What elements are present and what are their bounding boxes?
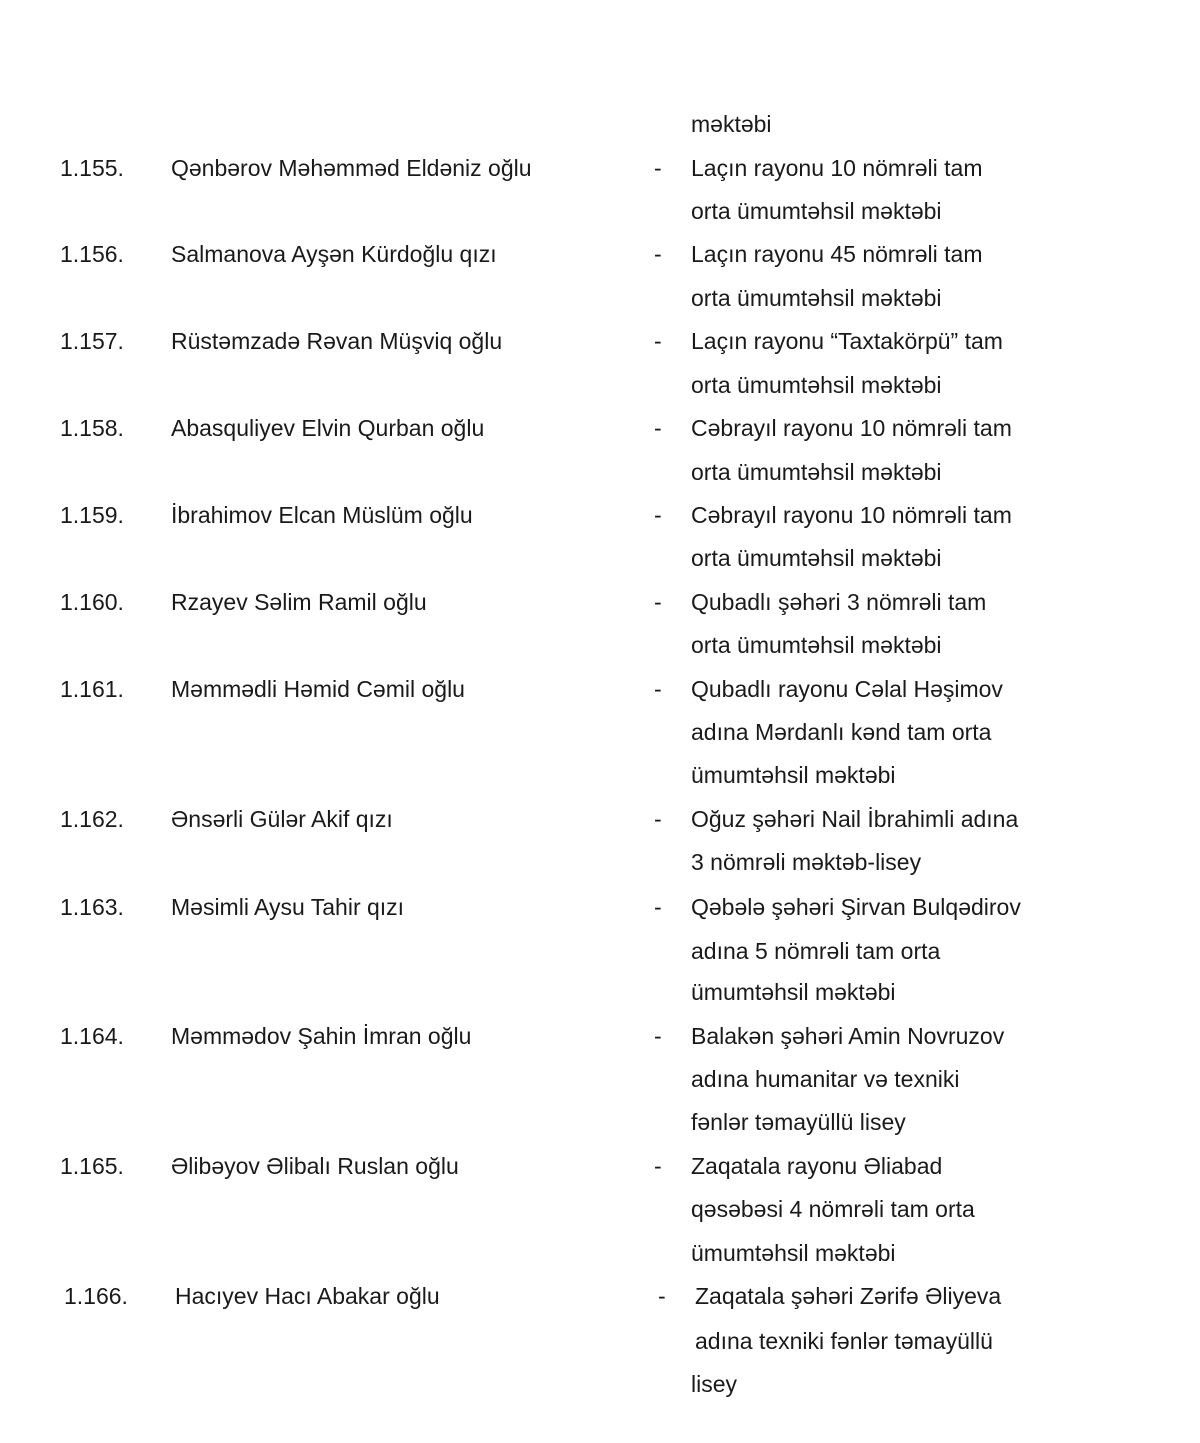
entry-dash: - [654,806,662,832]
entry-school-line: adına humanitar və texniki [691,1066,960,1092]
entry-school-line: 3 nömrəli məktəb-lisey [691,849,922,875]
entry-name: Hacıyev Hacı Abakar oğlu [175,1283,440,1309]
entry-school-line: ümumtəhsil məktəbi [691,762,896,788]
entry-school-line: Laçın rayonu 10 nömrəli tam [691,155,983,181]
entry-school-line: Qubadlı rayonu Cəlal Həşimov [691,676,1003,702]
entry-school-line: orta ümumtəhsil məktəbi [691,285,942,311]
entry-number: 1.162. [60,806,124,832]
continuation-line: məktəbi [691,111,772,137]
entry-number: 1.161. [60,676,124,702]
entry-number: 1.156. [60,241,124,267]
entry-school-line: adına texniki fənlər təmayüllü [695,1328,993,1354]
entry-dash: - [654,1023,662,1049]
entry-school-line: fənlər təmayüllü lisey [691,1109,906,1135]
entry-school-line: orta ümumtəhsil məktəbi [691,372,942,398]
entry-number: 1.165. [60,1153,124,1179]
entry-school-line: Laçın rayonu “Taxtakörpü” tam [691,328,1003,354]
entry-school-line: Cəbrayıl rayonu 10 nömrəli tam [691,502,1012,528]
entry-name: Qənbərov Məhəmməd Eldəniz oğlu [171,155,532,181]
entry-school-line: Cəbrayıl rayonu 10 nömrəli tam [691,415,1012,441]
entry-name: Məmmədov Şahin İmran oğlu [171,1023,472,1049]
entry-school-line: Laçın rayonu 45 nömrəli tam [691,241,983,267]
entry-number: 1.160. [60,589,124,615]
entry-name: İbrahimov Elcan Müslüm oğlu [171,502,473,528]
entry-school-line: orta ümumtəhsil məktəbi [691,198,942,224]
entry-dash: - [654,241,662,267]
entry-dash: - [654,1153,662,1179]
entry-school-line: orta ümumtəhsil məktəbi [691,545,942,571]
entry-dash: - [654,328,662,354]
entry-dash: - [654,589,662,615]
entry-number: 1.155. [60,155,124,181]
entry-school-line: Oğuz şəhəri Nail İbrahimli adına [691,806,1019,832]
entry-school-line: qəsəbəsi 4 nömrəli tam orta [691,1196,975,1222]
entry-school-line: Qəbələ şəhəri Şirvan Bulqədirov [691,894,1021,920]
entry-dash: - [654,502,662,528]
entry-school-line: ümumtəhsil məktəbi [691,979,896,1005]
entry-number: 1.157. [60,328,124,354]
entry-number: 1.159. [60,502,124,528]
entry-name: Məmmədli Həmid Cəmil oğlu [171,676,465,702]
entry-name: Məsimli Aysu Tahir qızı [171,894,405,920]
entry-name: Ənsərli Gülər Akif qızı [171,806,393,832]
entry-dash: - [658,1283,666,1309]
entry-school-line: Balakən şəhəri Amin Novruzov [691,1023,1005,1049]
entry-school-line: Zaqatala rayonu Əliabad [691,1153,943,1179]
entry-name: Abasquliyev Elvin Qurban oğlu [171,415,485,441]
entry-number: 1.164. [60,1023,124,1049]
entry-school-line: adına 5 nömrəli tam orta [691,938,941,964]
entry-number: 1.166. [64,1283,128,1309]
entry-name: Rzayev Səlim Ramil oğlu [171,589,427,615]
entry-school-line: orta ümumtəhsil məktəbi [691,632,942,658]
entry-school-line: adına Mərdanlı kənd tam orta [691,719,992,745]
entry-school-line: orta ümumtəhsil məktəbi [691,459,942,485]
entry-school-line: lisey [691,1371,738,1397]
entry-school-line: Qubadlı şəhəri 3 nömrəli tam [691,589,987,615]
entry-school-line: ümumtəhsil məktəbi [691,1240,896,1266]
entry-name: Salmanova Ayşən Kürdoğlu qızı [171,241,497,267]
entry-dash: - [654,676,662,702]
entry-dash: - [654,894,662,920]
entry-name: Rüstəmzadə Rəvan Müşviq oğlu [171,328,503,354]
entry-number: 1.163. [60,894,124,920]
entry-school-line: Zaqatala şəhəri Zərifə Əliyeva [695,1283,1002,1309]
entry-name: Əlibəyov Əlibalı Ruslan oğlu [171,1153,459,1179]
entry-number: 1.158. [60,415,124,441]
entry-dash: - [654,415,662,441]
entry-dash: - [654,155,662,181]
